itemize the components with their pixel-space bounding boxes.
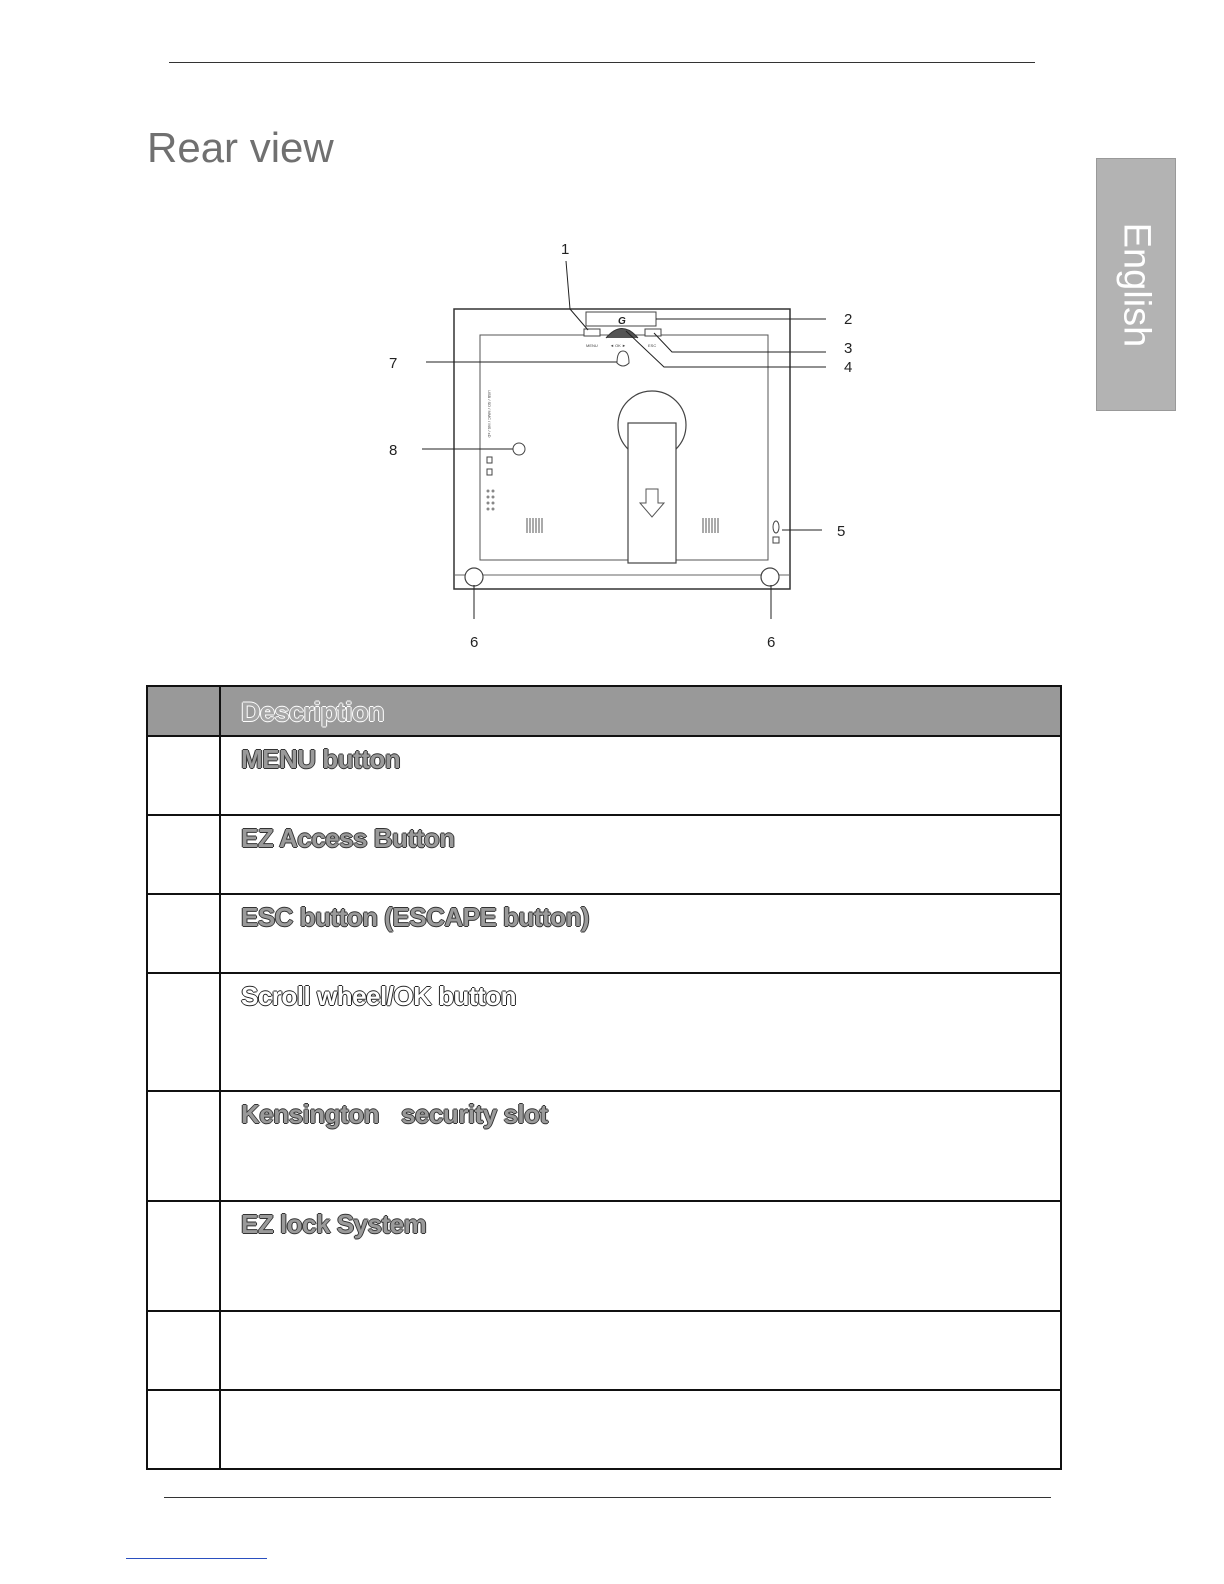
- row-number: [147, 815, 220, 894]
- row-description-cell: [220, 894, 1061, 973]
- language-tab-label: English: [1115, 222, 1158, 347]
- callout-8: 8: [389, 442, 398, 459]
- callout-2: 2: [844, 311, 853, 328]
- callout-6-left: 6: [470, 634, 479, 651]
- power-jack: [513, 443, 525, 455]
- row-number: [147, 736, 220, 815]
- row-number: [147, 1201, 220, 1311]
- header-description-cell: [220, 686, 1061, 736]
- table-header-row: [147, 686, 1061, 736]
- row-description-cell: [220, 973, 1061, 1091]
- row-number: [147, 1311, 220, 1390]
- row-description: MENU button: [241, 744, 401, 774]
- table-row: [147, 894, 1061, 973]
- header-number-cell: [147, 686, 220, 736]
- table-row: [147, 815, 1061, 894]
- svg-text:USB / SD / MMC / MS / xD: USB / SD / MMC / MS / xD: [487, 390, 492, 438]
- callout-1: 1: [561, 241, 570, 258]
- row-description-cell: [220, 1311, 1061, 1390]
- esc-button-shape: [645, 329, 661, 336]
- table-row: [147, 1091, 1061, 1201]
- svg-text:◄ OK ►: ◄ OK ►: [610, 343, 626, 348]
- row-description-cell: [220, 736, 1061, 815]
- row-number: [147, 894, 220, 973]
- callout-4: 4: [844, 359, 853, 376]
- rear-view-diagram: [370, 235, 870, 660]
- svg-text:MENU: MENU: [586, 343, 598, 348]
- row-description: Scroll wheel/OK button: [241, 981, 517, 1011]
- row-description: [221, 1312, 1060, 1319]
- callout-7: 7: [389, 355, 398, 372]
- row-description-part2: security slot: [401, 1099, 548, 1129]
- row-number: [147, 973, 220, 1091]
- kensington-slot-shape: [773, 521, 779, 533]
- table-row: [147, 1311, 1061, 1390]
- hanging-hole: [617, 351, 629, 366]
- top-rule: [169, 62, 1035, 63]
- callout-5: 5: [837, 523, 846, 540]
- header-description-label: Description: [241, 697, 385, 727]
- row-description-cell: [220, 1091, 1061, 1201]
- page-title: Rear view: [147, 124, 334, 171]
- row-description-part1: Kensington: [241, 1099, 379, 1129]
- parts-table: [146, 685, 1062, 1470]
- footer-link-underline: [126, 1558, 267, 1559]
- menu-button-shape: [584, 329, 600, 336]
- svg-text:ESC: ESC: [648, 343, 657, 348]
- row-description-cell: [220, 815, 1061, 894]
- row-description-cell: [220, 1390, 1061, 1469]
- row-description-cell: [220, 1201, 1061, 1311]
- row-description: EZ Access Button: [241, 823, 455, 853]
- foot-right: [761, 568, 779, 586]
- row-number: [147, 1091, 220, 1201]
- language-tab: [1096, 158, 1176, 411]
- row-description: [221, 1092, 1060, 1130]
- table-row: [147, 736, 1061, 815]
- table-row: [147, 973, 1061, 1091]
- bottom-rule: [164, 1497, 1051, 1498]
- row-description: EZ lock System: [241, 1209, 427, 1239]
- row-description: [221, 1391, 1060, 1398]
- row-description: ESC button (ESCAPE button): [241, 902, 590, 932]
- foot-left: [465, 568, 483, 586]
- row-number: [147, 1390, 220, 1469]
- table-row: [147, 1201, 1061, 1311]
- table-row: [147, 1390, 1061, 1469]
- callout-6-right: 6: [767, 634, 776, 651]
- device-logo: G: [618, 316, 626, 327]
- callout-3: 3: [844, 340, 853, 357]
